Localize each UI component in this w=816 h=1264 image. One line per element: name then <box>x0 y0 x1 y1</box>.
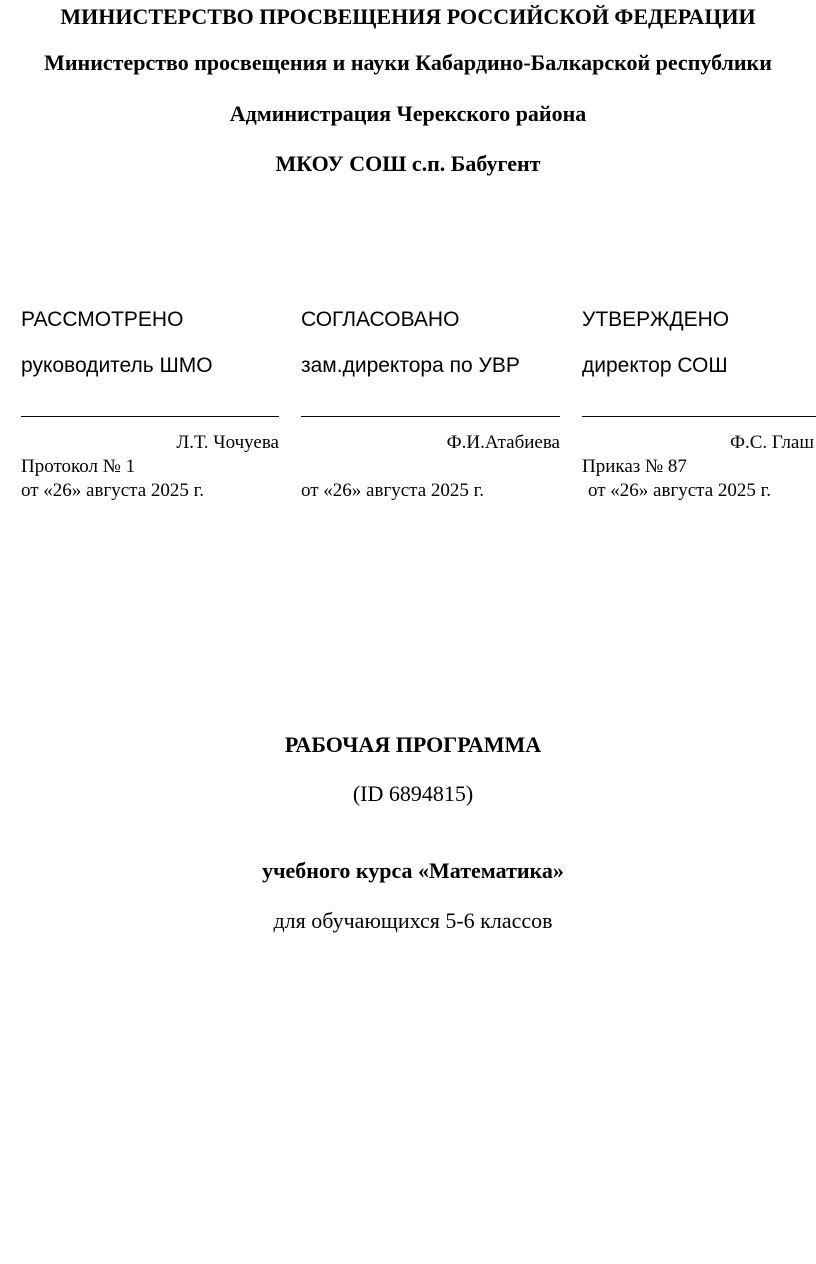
approval-status: УТВЕРЖДЕНО <box>582 308 730 331</box>
regional-ministry-heading: Министерство просвещения и науки Кабардино-Балкарской республики <box>44 50 772 75</box>
approval-date: от «26» августа 2025 г. <box>588 480 772 501</box>
approval-role: руководитель ШМО <box>21 354 213 377</box>
signature-line <box>301 416 560 417</box>
course-audience: для обучающихся 5-6 классов <box>273 908 553 933</box>
signature-line <box>582 416 816 417</box>
approval-signer: Ф.И.Атабиева <box>446 432 560 453</box>
program-title: РАБОЧАЯ ПРОГРАММА <box>284 732 542 757</box>
approval-status: СОГЛАСОВАНО <box>301 308 460 331</box>
approval-signer: Л.Т. Чочуева <box>176 432 279 453</box>
program-id: (ID 6894815) <box>352 781 474 806</box>
federal-ministry-heading: МИНИСТЕРСТВО ПРОСВЕЩЕНИЯ РОССИЙСКОЙ ФЕДЕРАЦИИ <box>60 4 756 29</box>
approval-role: зам.директора по УВР <box>301 354 520 377</box>
approval-status: РАССМОТРЕНО <box>21 308 184 331</box>
approval-date: от «26» августа 2025 г. <box>301 480 485 501</box>
approval-signer: Ф.С. Глаш <box>729 432 814 453</box>
course-name: учебного курса «Математика» <box>262 858 564 883</box>
administration-heading: Администрация Черекского района <box>229 101 587 126</box>
approval-role: директор СОШ <box>582 354 728 377</box>
approval-date: от «26» августа 2025 г. <box>21 480 205 501</box>
approval-document: Приказ № 87 <box>582 456 687 477</box>
signature-line <box>21 416 279 417</box>
school-heading: МКОУ СОШ с.п. Бабугент <box>275 151 541 176</box>
approval-document: Протокол № 1 <box>21 456 136 477</box>
